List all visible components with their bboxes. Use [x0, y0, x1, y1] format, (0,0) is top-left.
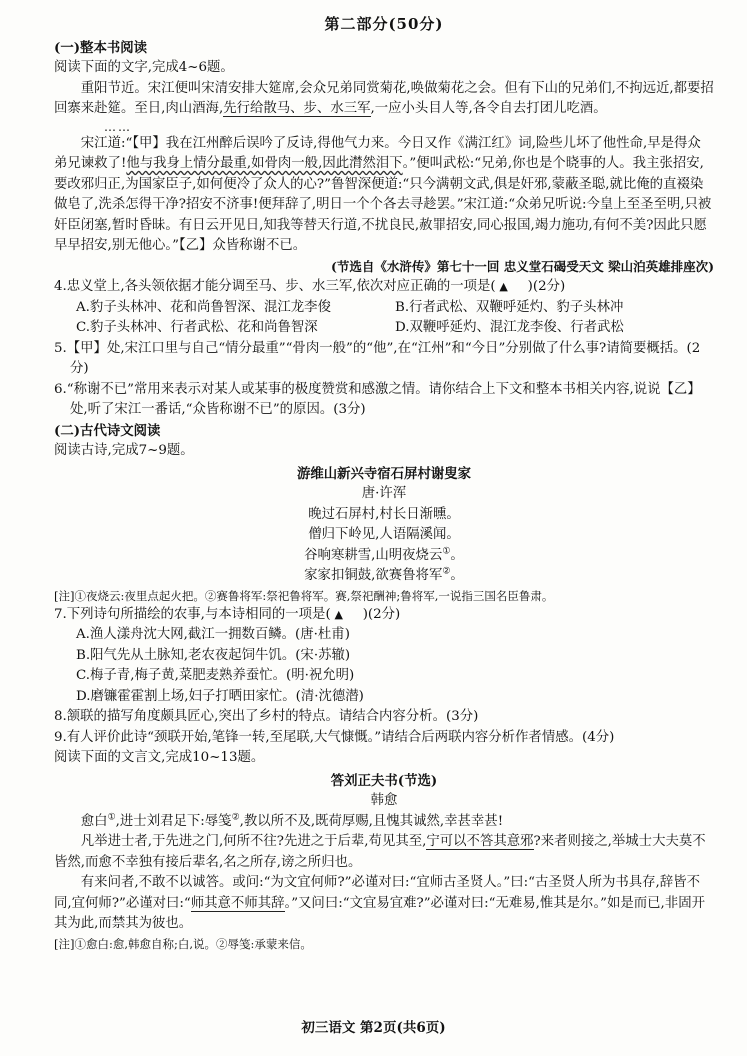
instruction-4-6: 阅读下面的文字,完成4~6题。 — [54, 60, 234, 75]
option-c: C.豹子头林冲、行者武松、花和尚鲁智深 — [76, 320, 318, 335]
answer-blank-triangle: ▲ — [334, 607, 343, 621]
poem-title: 游维山新兴寺宿石屏村谢叟家 — [296, 465, 472, 482]
passage-text: 重阳节近。宋江便叫宋清安排大筵席,会众兄弟同赏菊花,唤做菊花之会。但有下山的兄弟们,不拘远近,都要招回寨来赴筵。至日,肉山酒海, — [54, 80, 714, 116]
question-4: 4.忠义堂上,各头领依据才能分调至马、步、水三军,依次对应正确的一项是( ▲ )(2分) — [54, 277, 714, 298]
poem-author: 唐·许浑 — [361, 486, 407, 501]
question-5: 5.【甲】处,宋江口里与自己“情分最重”“骨肉一般”的“他”,在“江州”和“今日”分别做了什么事?请简要概括。(2分) — [54, 340, 701, 376]
option-d: D.磨镰霍霍割上场,妇子打晒田家忙。(清·沈德潜) — [76, 688, 364, 704]
essay-title: 答刘正夫书(节选) — [330, 772, 438, 789]
question-8: 8.颔联的描写角度颇具匠心,突出了乡村的特点。请结合内容分析。(3分) — [54, 709, 479, 724]
question-4-options — [54, 298, 714, 339]
page-footer: 初三语文 第2页(共6页) — [301, 1020, 446, 1036]
passage-text: 。”便叫武松:“兄弟,你也是个晓事的人。我主张招安,要改邪归正,为国家臣子,如何便冷了众人的心?”鲁智深便道:“只今满朝文武,俱是奸邪,蒙蔽圣聪,就比俺的直裰染做皂了,洗杀怎得干净?招安不济事!便拜辞了,明日一个个各去寻趁罢。”宋江道:“众弟兄听说:今皇上至圣至明,只被奸臣闭塞,暂时昏昧。有日云开见日,知我等替天行道,不扰良民,赦罪招安,同心报国,竭力施功,有何不美?因此只愿早早招安,别无他心。”【乙】众皆称谢不已。 — [54, 156, 712, 253]
poem-line: 家家扣铜鼓,欲赛鲁将军②。 — [304, 566, 464, 583]
part-title: 第二部分(50分) — [324, 15, 444, 33]
option-c: C.梅子青,梅子黄,菜肥麦熟养蚕忙。(明·祝允明) — [76, 668, 355, 683]
essay-paragraph-1: 愈白①,进士刘君足下:辱笺②,教以所不及,既荷厚赐,且愧其诚然,幸甚幸甚! — [80, 812, 504, 829]
poem-line: 晚过石屏村,村长日渐曛。 — [308, 506, 460, 522]
essay-paragraph-3: 有来问者,不敢不以诚答。或问:“为文宜何师?”必谨对曰:“宜师古圣贤人。”曰:“古圣贤人所为书具存,辞皆不同,宜何师?”必谨对曰:“师其意不师其辞。”又问曰:“文宜易宜难?”必谨对曰:“无难易,惟其是尔。”如是而已,非固开其为此,而禁其为彼也。 — [54, 875, 705, 931]
section-title-poetry: (二)古代诗文阅读 — [54, 422, 161, 439]
footnote-marker: ① — [107, 812, 116, 823]
question-7: 7.下列诗句所描绘的农事,与本诗相同的一项是( ▲ )(2分) — [54, 605, 714, 626]
passage-text: ,一应小头目人等,各令自去打团儿吃酒。 — [370, 101, 607, 116]
poem-line: 谷响寒耕雪,山明夜烧云①。 — [304, 546, 464, 563]
option-b: B.行者武松、双鞭呼延灼、豹子头林冲 — [395, 299, 624, 315]
essay-paragraph-2: 凡举进士者,于先进之门,何所不往?先进之于后辈,苟见其至,宁可以不答其意邪?来者则接之,举城士大夫莫不皆然,而愈不幸独有接后辈名,名之所存,谤之所归也。 — [54, 834, 706, 870]
poem-line: 僧归下岭见,人语隔溪闻。 — [308, 527, 460, 542]
underlined-phrase: 师其意不师其辞 — [190, 895, 285, 911]
option-a: A.渔人漾舟沈大网,截江一拥数百鳞。(唐·杜甫) — [76, 627, 350, 642]
footnote-marker: ① — [442, 546, 451, 557]
ellipsis: …… — [104, 119, 132, 134]
question-9: 9.有人评价此诗“颈联开始,笔锋一转,至尾联,大气慷慨。”请结合后两联内容分析作者情感。(4分) — [54, 729, 615, 745]
question-6: 6.“称谢不已”常用来表示对某人或某事的极度赞赏和感激之情。请你结合上下文和整本书相关内容,说说【乙】处,听了宋江一番话,“众皆称谢不已”的原因。(3分) — [54, 381, 701, 417]
footnote-marker: ② — [442, 566, 451, 577]
passage-source: (节选自《水浒传》第七十一回 忠义堂石碣受天文 梁山泊英雄排座次) — [330, 258, 714, 274]
essay-note: [注]①愈白:愈,韩愈自称;白,说。②辱笺:承蒙来信。 — [54, 936, 312, 951]
underlined-phrase: 宁可以不答其意邪 — [426, 834, 534, 849]
essay-author: 韩愈 — [370, 793, 398, 808]
option-a: A.豹子头林冲、花和尚鲁智深、混江龙李俊 — [76, 299, 331, 315]
footnote-marker: ② — [231, 812, 240, 823]
section-title-book-reading: (一)整本书阅读 — [54, 39, 148, 56]
exam-page — [54, 14, 714, 953]
passage-paragraph-1 — [54, 79, 714, 120]
instruction-7-9: 阅读古诗,完成7~9题。 — [54, 443, 194, 458]
instruction-10-13: 阅读下面的文言文,完成10~13题。 — [54, 750, 265, 765]
option-d: D.双鞭呼延灼、混江龙李俊、行者武松 — [395, 320, 624, 335]
wavy-underlined-phrase: 他与我身上情分最重,如骨肉一般,因此潸然泪下 — [126, 156, 403, 171]
passage-text: 宋江道:“【甲】我在江州醉后误吟了反诗,得他气力来。今日又作《满江红》词,险些儿坏了他性命,早是得众弟兄谏救了! — [54, 135, 701, 171]
option-b: B.阳气先从土脉知,老农夜起饲牛饥。(宋·苏辙) — [76, 647, 351, 663]
answer-blank-triangle: ▲ — [499, 280, 508, 293]
poem-note: [注]①夜烧云:夜里点起火把。②赛鲁将军:祭祀鲁将军。赛,祭祀酬神;鲁将军,一说指三国名臣鲁肃。 — [54, 588, 554, 603]
underlined-phrase: 先行给散马、步、水三军 — [223, 101, 371, 116]
passage-paragraph-2 — [54, 134, 714, 257]
